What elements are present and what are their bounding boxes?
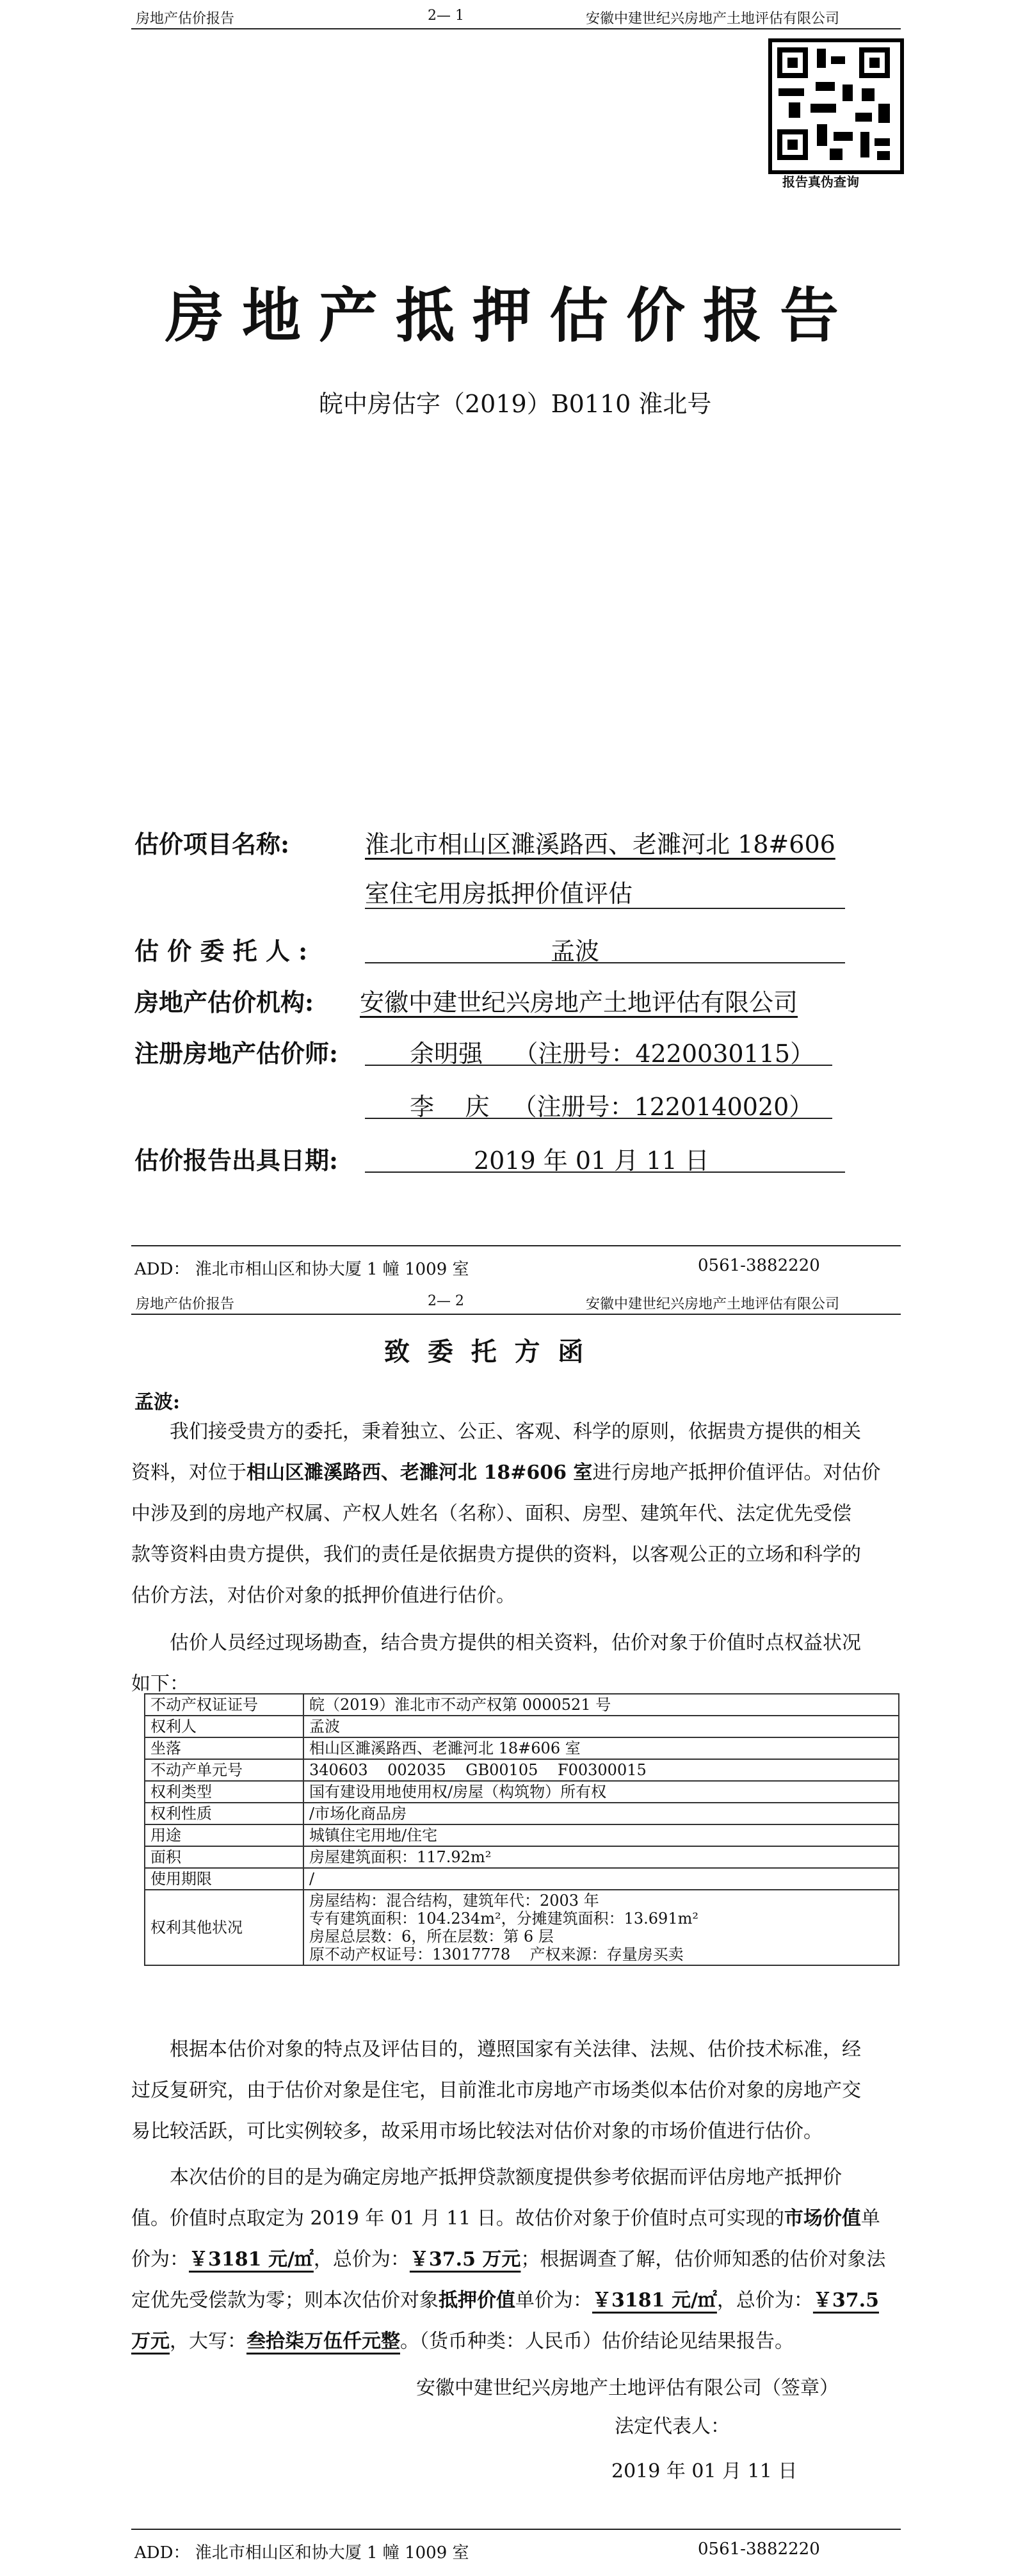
- page2-header-left: 房地产估价报告: [136, 1296, 235, 1312]
- page2-header-right: 安徽中建世纪兴房地产土地评估有限公司: [586, 1296, 840, 1312]
- salutation: 孟波:: [134, 1391, 181, 1413]
- page1-header-left: 房地产估价报告: [136, 11, 235, 27]
- table-row: 权利人 孟波: [145, 1716, 899, 1737]
- date-label: 估价报告出具日期:: [134, 1146, 339, 1175]
- qr-code[interactable]: [768, 38, 904, 174]
- letter-title: 致 委 托 方 函: [384, 1337, 584, 1367]
- project-name-value-line2: 室住宅用房抵押价值评估: [365, 880, 633, 908]
- table-row: 面积 房屋建筑面积：117.92m²: [145, 1846, 899, 1868]
- project-name-value: 淮北市相山区濉溪路西、老濉河北 18#606: [365, 830, 835, 858]
- table-row: 用途 城镇住宅用地/住宅: [145, 1824, 899, 1846]
- page1-footer-address: ADD： 淮北市相山区和协大厦 1 幢 1009 室: [134, 1260, 469, 1279]
- appraiser-label: 注册房地产估价师:: [134, 1039, 339, 1068]
- paragraph-4: 本次估价的目的是为确定房地产抵押贷款额度提供参考依据而评估房地产抵押价 值。价值时点取定为 2019 年 01 月 11 日。故估价对象于价值时点可实现的市场价值单 价为：￥3181 元/㎡，总价为：￥37.5 万元；根据调查了解，估价师知悉的估价对象法 定优先受偿款为零；则本次估价对象抵押价值单价为：￥3181 元/㎡，总价为：￥37.5 万元，大写：叁拾柒万伍仟元整。（货币种类：人民币）估价结论见结果报告。: [131, 2166, 886, 2353]
- date-value: 2019 年 01 月 11 日: [474, 1147, 709, 1175]
- page1-header-center: 2— 1: [428, 8, 464, 24]
- page2-footer-address: ADD： 淮北市相山区和协大厦 1 幢 1009 室: [134, 2543, 469, 2563]
- report-title: 房地产抵押估价报告: [165, 281, 857, 350]
- qr-caption: 报告真伪查询: [782, 174, 859, 189]
- rights-table: [144, 1693, 899, 1966]
- agency-label: 房地产估价机构:: [134, 988, 314, 1017]
- page2-header-rule: [131, 1314, 901, 1315]
- paragraph-2: 估价人员经过现场勘查，结合贵方提供的相关资料，估价对象于价值时点权益状况 如下：: [131, 1632, 861, 1695]
- page1-footer-phone: 0561-3882220: [698, 1256, 820, 1275]
- table-row: 权利类型 国有建设用地使用权/房屋（构筑物）所有权: [145, 1781, 899, 1803]
- table-row: 权利性质 /市场化商品房: [145, 1803, 899, 1824]
- table-row: 使用期限 /: [145, 1868, 899, 1890]
- project-name-label: 估价项目名称:: [134, 830, 290, 858]
- signature-representative: 法定代表人：: [615, 2415, 730, 2438]
- table-row: 不动产权证证号 皖（2019）淮北市不动产权第 0000521 号: [145, 1694, 899, 1716]
- page2-footer-rule: [131, 2529, 901, 2530]
- agency-value: 安徽中建世纪兴房地产土地评估有限公司: [360, 988, 798, 1017]
- paragraph-3: 根据本估价对象的特点及评估目的，遵照国家有关法律、法规、估价技术标准，经 过反复研究，由于估价对象是住宅，目前淮北市房地产市场类似本估价对象的房地产交 易比较活跃，可比实例较多，故采用市场比较法对估价对象的市场价值进行估价。: [131, 2038, 861, 2143]
- signature-date: 2019 年 01 月 11 日: [611, 2460, 798, 2483]
- page1-header-right: 安徽中建世纪兴房地产土地评估有限公司: [586, 11, 840, 27]
- page2-header-center: 2— 2: [428, 1293, 464, 1309]
- appraiser-2: 李 庆 （注册号：1220140020）: [410, 1093, 814, 1121]
- signature-company: 安徽中建世纪兴房地产土地评估有限公司（签章）: [416, 2377, 839, 2399]
- client-label: 估 价 委 托 人 :: [134, 937, 308, 965]
- table-row: 权利其他状况 房屋结构：混合结构，建筑年代：2003 年 专有建筑面积：104.234m²，分摊建筑面积：13.691m² 房屋总层数：6，所在层数：第 6 层 原不动产权证号：13017778 产权来源：存量房买卖: [145, 1890, 899, 1965]
- page2-footer-phone: 0561-3882220: [698, 2540, 820, 2559]
- client-value: 孟波: [551, 937, 600, 965]
- page1-footer-rule: [131, 1245, 901, 1246]
- page1-header-rule: [131, 28, 901, 29]
- table-row: 不动产单元号 340603 002035 GB00105 F00300015: [145, 1759, 899, 1781]
- paragraph-1: 我们接受贵方的委托，秉着独立、公正、客观、科学的原则，依据贵方提供的相关 资料，对位于相山区濉溪路西、老濉河北 18#606 室进行房地产抵押价值评估。对估价 中涉及到的房地产权属、产权人姓名（名称）、面积、房型、建筑年代、法定优先受偿 款等资料由贵方提供，我们的责任是依据贵方提供的资料，以客观公正的立场和科学的 估价方法，对估价对象的抵押价值进行估价。: [131, 1421, 881, 1607]
- table-row: 坐落 相山区濉溪路西、老濉河北 18#606 室: [145, 1737, 899, 1759]
- appraiser-1: 余明强 （注册号：4220030115）: [410, 1040, 815, 1068]
- report-number: 皖中房估字（2019）B0110 淮北号: [319, 390, 712, 418]
